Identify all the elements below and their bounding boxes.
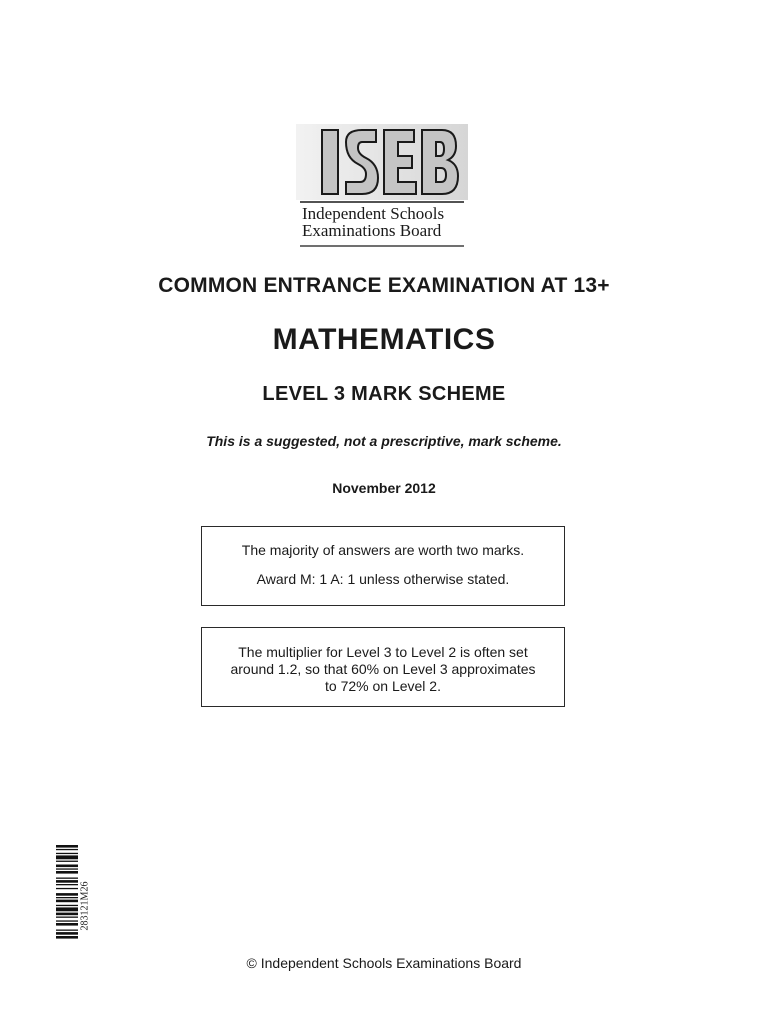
- multiplier-line-2: around 1.2, so that 60% on Level 3 approximates: [230, 661, 536, 677]
- logo-text-line-2: Examinations Board: [302, 221, 442, 240]
- exam-date: November 2012: [332, 480, 436, 496]
- marks-info-line-2: Award M: 1 A: 1 unless otherwise stated.: [256, 571, 510, 587]
- marks-info-box: [201, 526, 565, 606]
- logo-text-line-1: Independent Schools: [302, 204, 445, 223]
- barcode-icon: [56, 845, 78, 967]
- marks-info-line-1: The majority of answers are worth two marks.: [241, 542, 525, 558]
- multiplier-line-3: to 72% on Level 2.: [325, 678, 441, 694]
- subject-title: MATHEMATICS: [272, 323, 496, 356]
- multiplier-line-1: The multiplier for Level 3 to Level 2 is often set: [238, 644, 528, 660]
- copyright-notice: © Independent Schools Examinations Board: [246, 955, 522, 971]
- exam-title: COMMON ENTRANCE EXAMINATION AT 13+: [158, 274, 610, 297]
- mark-scheme-note: This is a suggested, not a prescriptive, mark scheme.: [206, 433, 562, 449]
- multiplier-info-box: [201, 627, 565, 707]
- barcode-number: 283121M26: [79, 881, 91, 931]
- mark-scheme-level: LEVEL 3 MARK SCHEME: [262, 383, 506, 405]
